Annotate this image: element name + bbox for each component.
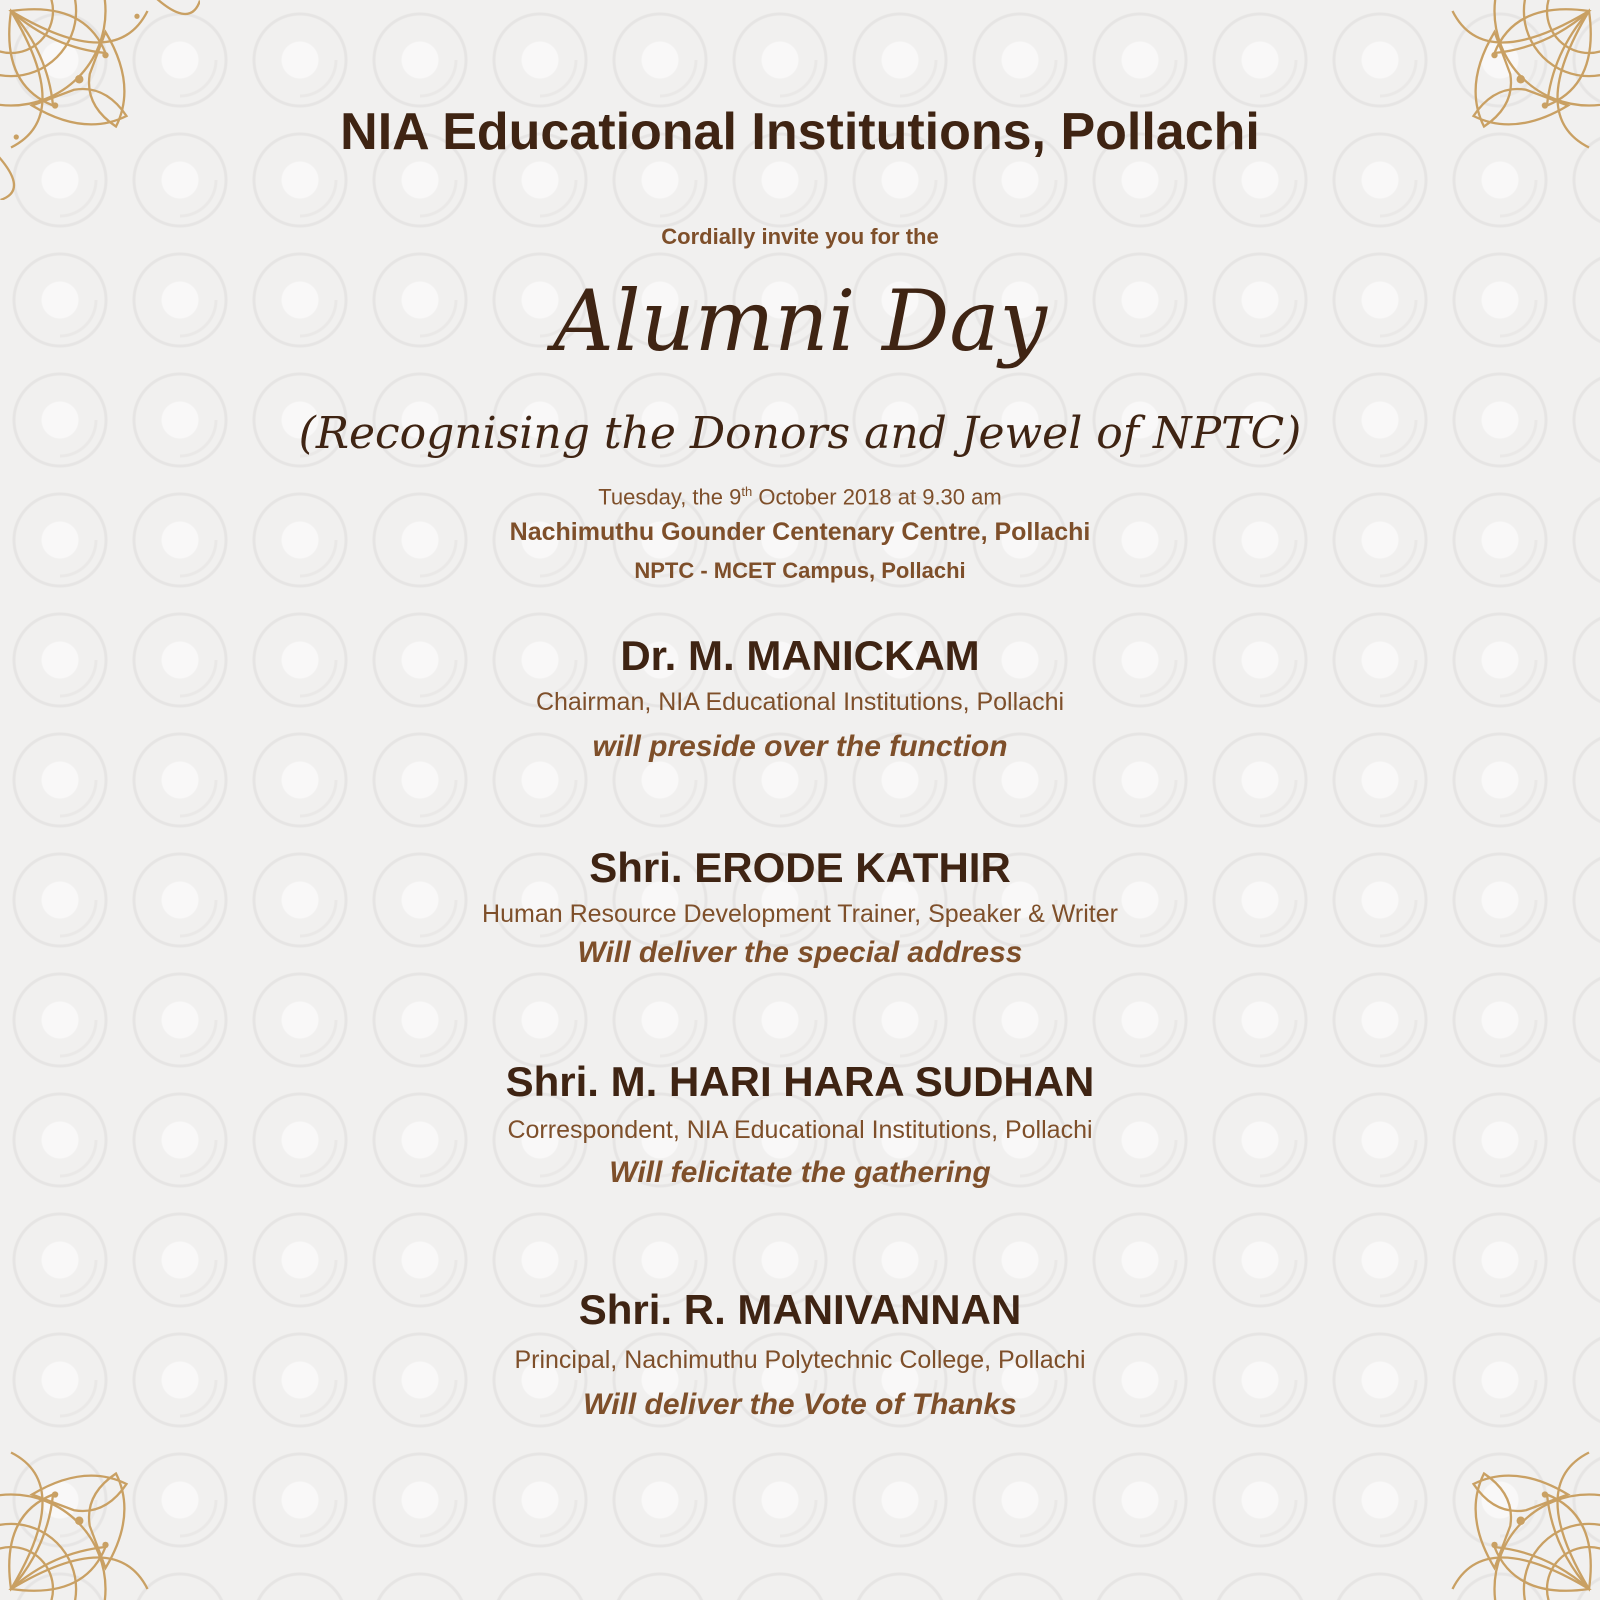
- guest-role: Chairman, NIA Educational Institutions, Pollachi: [535, 688, 1065, 716]
- guest-role: Principal, Nachimuthu Polytechnic College, Pollachi: [514, 1346, 1086, 1374]
- guest-role: Human Resource Development Trainer, Speaker & Writer: [482, 900, 1118, 928]
- invite-line: Cordially invite you for the: [661, 224, 939, 249]
- event-date: [0, 484, 1600, 510]
- corner-mandala-ornament: [1400, 0, 1600, 200]
- event-title: Alumni Day: [553, 272, 1047, 370]
- organization-title: NIA Educational Institutions, Pollachi: [340, 103, 1260, 161]
- corner-mandala-ornament: [0, 0, 200, 200]
- event-campus: NPTC - MCET Campus, Pollachi: [634, 558, 966, 583]
- guest-name: Shri. M. HARI HARA SUDHAN: [505, 1058, 1095, 1105]
- corner-mandala-ornament: [1400, 1400, 1600, 1600]
- date-prefix: Tuesday, the 9: [598, 484, 742, 510]
- guest-name: Shri. R. MANIVANNAN: [578, 1286, 1022, 1333]
- guest-role: Correspondent, NIA Educational Institutions, Pollachi: [507, 1116, 1093, 1144]
- event-subtitle: (Recognising the Donors and Jewel of NPTC): [298, 408, 1302, 459]
- event-venue: Nachimuthu Gounder Centenary Centre, Pollachi: [509, 518, 1091, 546]
- guest-action: will preside over the function: [592, 730, 1008, 763]
- guest-action: Will deliver the Vote of Thanks: [583, 1388, 1017, 1421]
- date-ordinal-suffix: th: [741, 484, 753, 499]
- guest-name: Dr. M. MANICKAM: [620, 632, 980, 679]
- guest-name: Shri. ERODE KATHIR: [589, 844, 1011, 891]
- guest-action: Will felicitate the gathering: [609, 1156, 991, 1189]
- corner-mandala-ornament: [0, 1400, 200, 1600]
- guest-action: Will deliver the special address: [577, 936, 1023, 969]
- date-rest: October 2018 at 9.30 am: [752, 484, 1002, 510]
